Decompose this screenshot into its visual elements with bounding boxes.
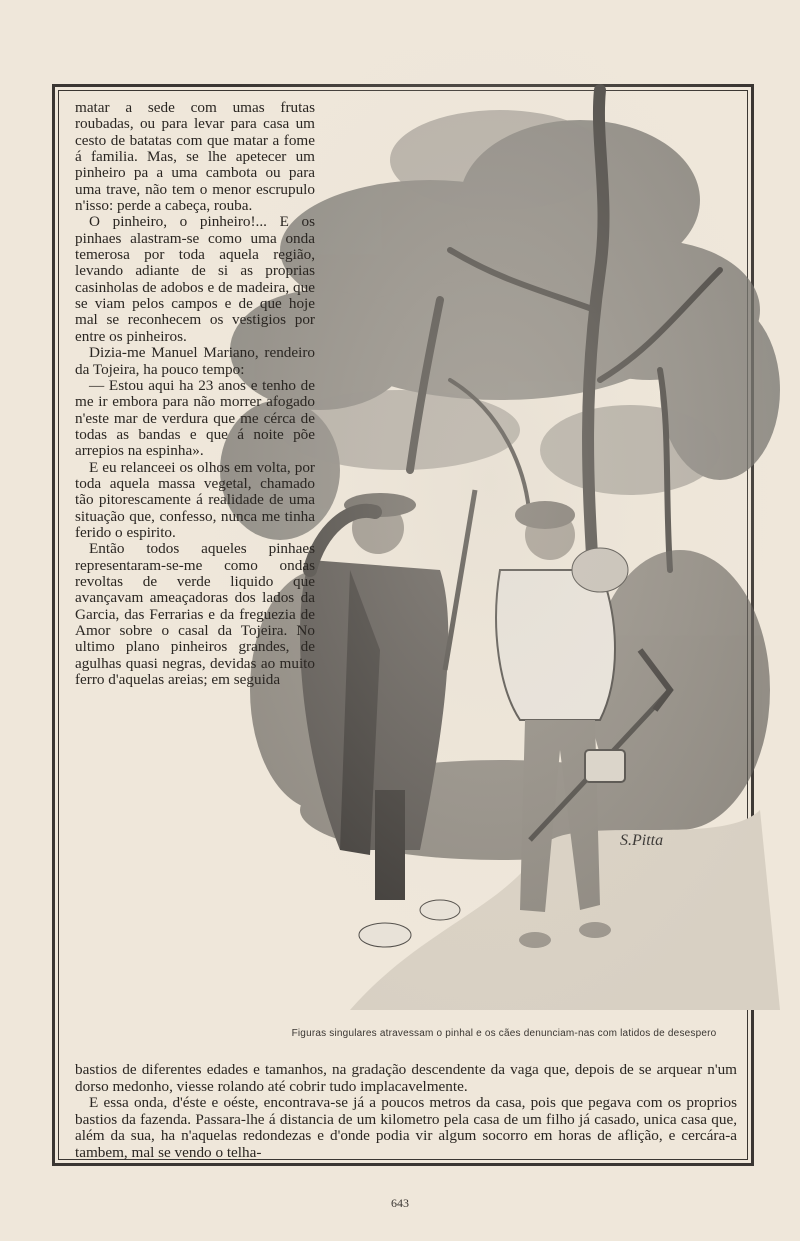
paragraph: Então todos aqueles pinhaes representaram-se-me como ondas revoltas de verde liquido que avançavam ameaçadoras dos lados da Garcia, das Ferrarias e da freguezia de Amor sobre o casal da Tojeira. No ultimo plano pinheiros grandes, de agulhas quasi negras, devidas ao muito ferro d'aquelas areias; em seguida xyxy=(75,540,315,689)
paragraph: Dizia-me Manuel Mariano, rendeiro da Tojeira, ha pouco tempo: xyxy=(75,344,315,378)
page-number: 643 xyxy=(391,1196,409,1210)
artist-signature: S.Pitta xyxy=(620,832,664,849)
paragraph: E essa onda, d'éste e oéste, encontrava-se já a poucos metros da casa, pois que pegava com os proprios bastios da fazenda. Passara-lhe á distancia de um kilometro pela casa de um filho já casado, unica casa que, além da sua, ha n'aquelas redondezas e d'onde podia vir algum socorro em horas de aflição, e cercára-a tambem, mal se vendo o telha- xyxy=(75,1094,737,1161)
paragraph: — Estou aqui ha 23 anos e tenho de me ir embora para não morrer afogado n'este mar de verdura que me cérca de todas as bandas e que á noite põe arrepios na espinha». xyxy=(75,376,315,460)
illustration-caption: Figuras singulares atravessam o pinhal e os cães denunciam-nas com latidos de desespero xyxy=(291,1028,717,1039)
article-left-column xyxy=(75,100,315,688)
paragraph: matar a sede com umas frutas roubadas, ou para levar para casa um cesto de batatas com que matar a fome á familia. Mas, se lhe apetecer um pinheiro pa a uma cambota ou para uma trave, não tem o menor escrupulo n'isso: perde a cabeça, rouba. xyxy=(75,99,315,215)
article-full-width xyxy=(75,1062,737,1161)
paragraph: O pinheiro, o pinheiro!... E os pinhaes alastram-se como uma onda temerosa por toda aquela região, levando adiante de si as proprias casinholas de adobos e de madeira, que se viam pelos campos e de que hoje mal se reconhecem os vestigios por entre os pinheiros. xyxy=(75,213,315,345)
paragraph: E eu relanceei os olhos em volta, por toda aquela massa vegetal, chamado tão pitorescamente á realidade de uma situação que, confesso, nunca me tinha ferido o espirito. xyxy=(75,458,315,541)
paragraph: bastios de diferentes edades e tamanhos, na gradação descendente da vaga que, depois de se arquear n'um dorso medonho, viesse rolando até cobrir tudo implacavelmente. xyxy=(75,1061,737,1095)
